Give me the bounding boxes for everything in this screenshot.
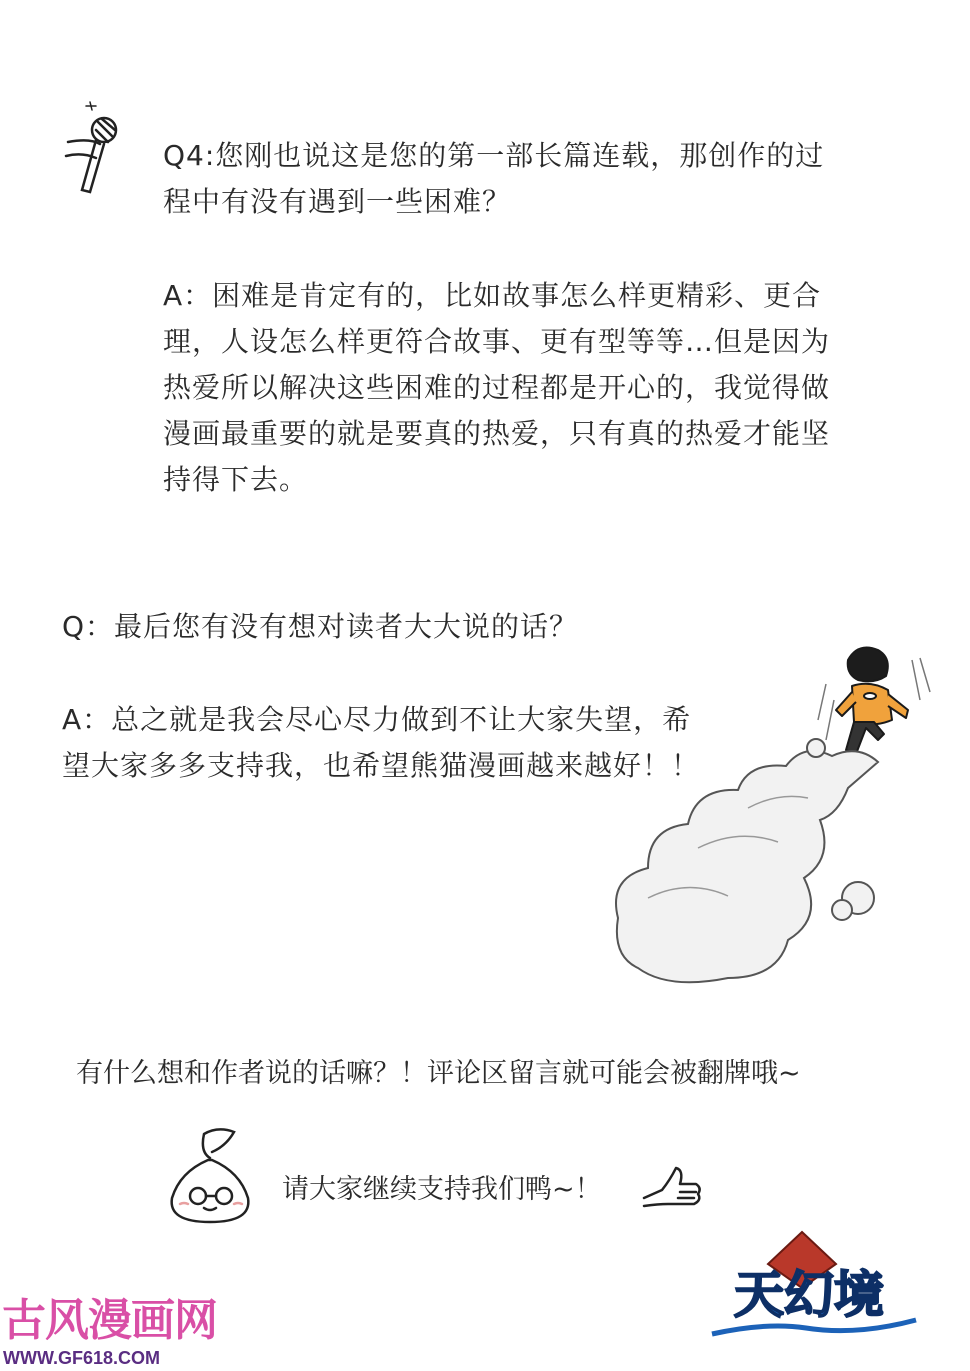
answer-5-line: A：总之就是我会尽心尽力做到不让大家失望，希 [62, 703, 692, 736]
microphone-icon [60, 98, 130, 203]
dust-cloud-illustration [608, 728, 898, 998]
answer-4-line: 漫画最重要的就是要真的热爱，只有真的热爱才能坚 [163, 417, 831, 450]
question-4-line: 程中有没有遇到一些困难？ [163, 185, 512, 218]
question-5 [62, 604, 578, 650]
thanks-message: 请大家继续支持我们鸭~！ [282, 1174, 602, 1205]
thumbs-up-icon [640, 1162, 704, 1212]
comment-promo: 有什么想和作者说的话嘛？！评论区留言就可能会被翻牌哦~ [76, 1058, 801, 1089]
question-5-line: Q：最后您有没有想对读者大大说的话？ [62, 610, 579, 643]
answer-4-line: 理，人设怎么样更符合故事、更有型等等…但是因为 [163, 325, 831, 358]
game-logo-text: 天幻境 [734, 1265, 884, 1324]
watermark-url[interactable]: WWW.GF618.COM [3, 1348, 160, 1368]
dumpling-mascot-icon [160, 1122, 260, 1232]
watermark-site-name: 古风漫画网 [2, 1295, 217, 1346]
answer-5-line: 望大家多多支持我，也希望熊猫漫画越来越好！！ [62, 749, 701, 782]
answer-4-line: 持得下去。 [163, 463, 309, 496]
question-4 [163, 133, 824, 225]
question-4-line: Q4:您刚也说这是您的第一部长篇连载，那创作的过 [163, 139, 825, 172]
game-logo [706, 1226, 926, 1341]
answer-5 [62, 697, 700, 789]
answer-4-line: 热爱所以解决这些困难的过程都是开心的，我觉得做 [163, 371, 831, 404]
answer-4-line: A：困难是肯定有的，比如故事怎么样更精彩、更合 [163, 279, 822, 312]
answer-4 [163, 273, 830, 503]
